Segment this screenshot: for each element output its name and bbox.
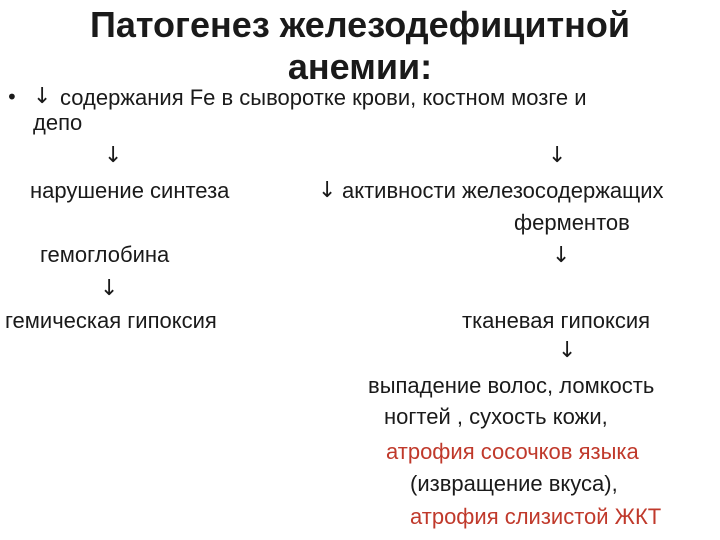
symptom-line-highlight: атрофия слизистой ЖКТ bbox=[410, 504, 662, 529]
symptom-line: выпадение волос, ломкость bbox=[368, 373, 655, 398]
symptom-line: ногтей , сухость кожи, bbox=[384, 404, 608, 429]
page-title-line-2: анемии: bbox=[287, 46, 433, 87]
down-arrow-icon: ↓ bbox=[318, 178, 337, 203]
left-cause-line-1: нарушение синтеза bbox=[30, 178, 230, 203]
symptom-line-highlight: атрофия сосочков языка bbox=[386, 439, 639, 464]
down-arrow-icon: ↓ bbox=[548, 143, 567, 168]
down-arrow-icon: ↓ bbox=[33, 84, 52, 109]
bullet-marker: • bbox=[6, 85, 18, 109]
down-arrow-icon: ↓ bbox=[552, 243, 571, 268]
left-result: гемическая гипоксия bbox=[5, 308, 217, 333]
down-arrow-icon: ↓ bbox=[558, 338, 577, 363]
down-arrow-icon: ↓ bbox=[104, 143, 123, 168]
symptom-line: (извращение вкуса), bbox=[410, 471, 618, 496]
right-cause-line-1: активности железосодержащих bbox=[342, 178, 664, 203]
right-result: тканевая гипоксия bbox=[462, 308, 651, 333]
down-arrow-icon: ↓ bbox=[100, 276, 119, 301]
left-cause-line-2: гемоглобина bbox=[40, 242, 170, 267]
bullet-text-line-1: содержания Fe в сыворотке крови, костном мозге и bbox=[60, 85, 587, 110]
page-title-line-1: Патогенез железодефицитной bbox=[90, 4, 630, 45]
bullet-text-line-2: депо bbox=[33, 110, 83, 135]
right-cause-line-2: ферментов bbox=[514, 210, 630, 235]
